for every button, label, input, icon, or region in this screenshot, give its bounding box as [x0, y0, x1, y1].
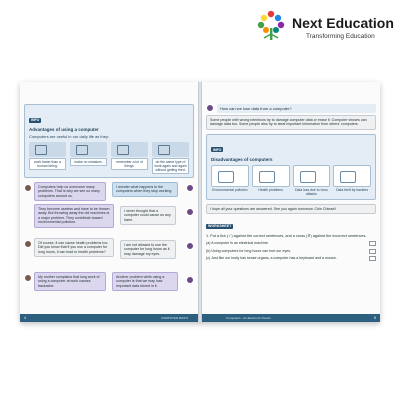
worksheet-item-text: (a) A computer is an electrical machine. [206, 241, 269, 246]
brand-tagline: Transforming Education [306, 33, 375, 40]
page-footer [20, 314, 198, 322]
chat-bubble: I never thought that a computer could cause us any harm. [120, 206, 176, 225]
info-tag: INFO [31, 118, 40, 122]
advantages-info-box [24, 104, 194, 178]
info-title: Advantages of using a computer [29, 127, 99, 132]
answer-box[interactable] [369, 256, 376, 261]
worksheet-tag: WORKSHEET [208, 224, 232, 229]
disadvantage-card [333, 165, 371, 196]
boy-avatar-icon [24, 240, 32, 248]
chat-bubble: Of course, it can cause health problems too. Did you know that if you use a computer for long hours, it can lead to health problems? [34, 238, 114, 257]
running-head: Computers - An Electronic Device [226, 316, 271, 320]
hacker-illustration-icon [333, 165, 371, 187]
girl-avatar-icon [186, 276, 194, 284]
health-illustration-icon [252, 165, 290, 187]
answer-box[interactable] [369, 249, 376, 254]
girl-avatar-icon [186, 208, 194, 216]
computer-illustration-icon [29, 142, 66, 157]
page-number: 4 [24, 316, 26, 320]
worksheet-item [206, 249, 376, 254]
advantage-card [70, 142, 107, 174]
girl-avatar-icon [186, 184, 194, 192]
advantage-card [29, 142, 66, 174]
brand-name: Next Education [292, 15, 394, 31]
question-bubble: How can we lose data from a computer? [217, 104, 376, 113]
chat-area [24, 182, 194, 304]
open-book [20, 82, 380, 322]
advantage-label: work faster than a human being. [29, 158, 66, 170]
disadvantages-info-box [206, 134, 376, 200]
pollution-illustration-icon [211, 165, 249, 187]
info-title: Disadvantages of computers [211, 156, 273, 162]
worksheet-heading: 1. Put a tick (✓) against the correct sentences, and a cross (✗) against the incorrect sentences. [206, 234, 367, 239]
virus-illustration-icon [293, 165, 331, 187]
advantage-label: do the same type of work again and again without getting tired. [152, 158, 189, 174]
computer-illustration-icon [152, 142, 189, 157]
answer-box[interactable] [369, 241, 376, 246]
girl-avatar-icon [186, 242, 194, 250]
info-tag: INFO [213, 147, 222, 152]
right-page [202, 82, 380, 322]
chat-bubble: Computers help us overcome many problems. That is why we see so many computers around us. [34, 182, 106, 201]
computer-illustration-icon [111, 142, 148, 157]
chat-bubble: I wonder what happens to the computers when they stop working. [112, 182, 178, 197]
worksheet-item [206, 256, 376, 261]
answer-text: Some people with wrong intentions try to damage computer data or erase it. Computer viruses can damage data too. Some people also try to steal important information from others' computers. [206, 115, 376, 130]
closing-text: I hope all your questions are answered. See you again tomorrow. Chin Chinani! [206, 204, 376, 214]
girl-avatar-icon [206, 104, 214, 112]
page-footer [202, 314, 380, 322]
disadvantage-label: Environmental pollution [212, 187, 248, 192]
worksheet-item-text: (b) Using computers for long hours can hurt our eyes. [206, 248, 292, 253]
worksheet-item [206, 241, 376, 246]
computer-illustration-icon [70, 142, 107, 157]
disadvantage-card [211, 165, 249, 196]
advantage-label: remember a lot of things. [111, 158, 148, 170]
chat-bubble: Another problem while using a computer is that we may lose important data stored in it. [112, 272, 178, 291]
advantage-label: make no mistakes. [70, 158, 107, 166]
boy-avatar-icon [24, 184, 32, 192]
running-head: COMPUTER MASTI [160, 316, 188, 320]
disadvantage-label: Data loss due to virus attacks [295, 187, 328, 196]
disadvantage-card [252, 165, 290, 196]
advantage-card [111, 142, 148, 174]
advantage-card [152, 142, 189, 174]
info-text: Computers are useful in our daily life as they: [29, 134, 110, 139]
chat-bubble: My mother complains that long work of using a computer at work causes backache. [34, 272, 106, 291]
disadvantage-label: Health problems [258, 187, 283, 192]
brand-logo [254, 8, 394, 48]
tree-logo-icon [254, 8, 288, 42]
disadvantage-card [293, 165, 331, 196]
chat-bubble: They become useless and have to be thrown away. But throwing away the old machines is a major problem. They contribute toward environmental pollution. [34, 204, 114, 228]
page-number: 5 [374, 316, 376, 320]
boy-avatar-icon [24, 274, 32, 282]
disadvantage-label: Data theft by hackers [336, 187, 369, 192]
chat-bubble: I am not allowed to use the computer for long hours as it may damage my eyes. [120, 240, 176, 259]
left-page [20, 82, 198, 322]
worksheet-item-text: (c) Just like our body has sense organs, a computer has a keyboard and a mouse. [206, 256, 337, 261]
